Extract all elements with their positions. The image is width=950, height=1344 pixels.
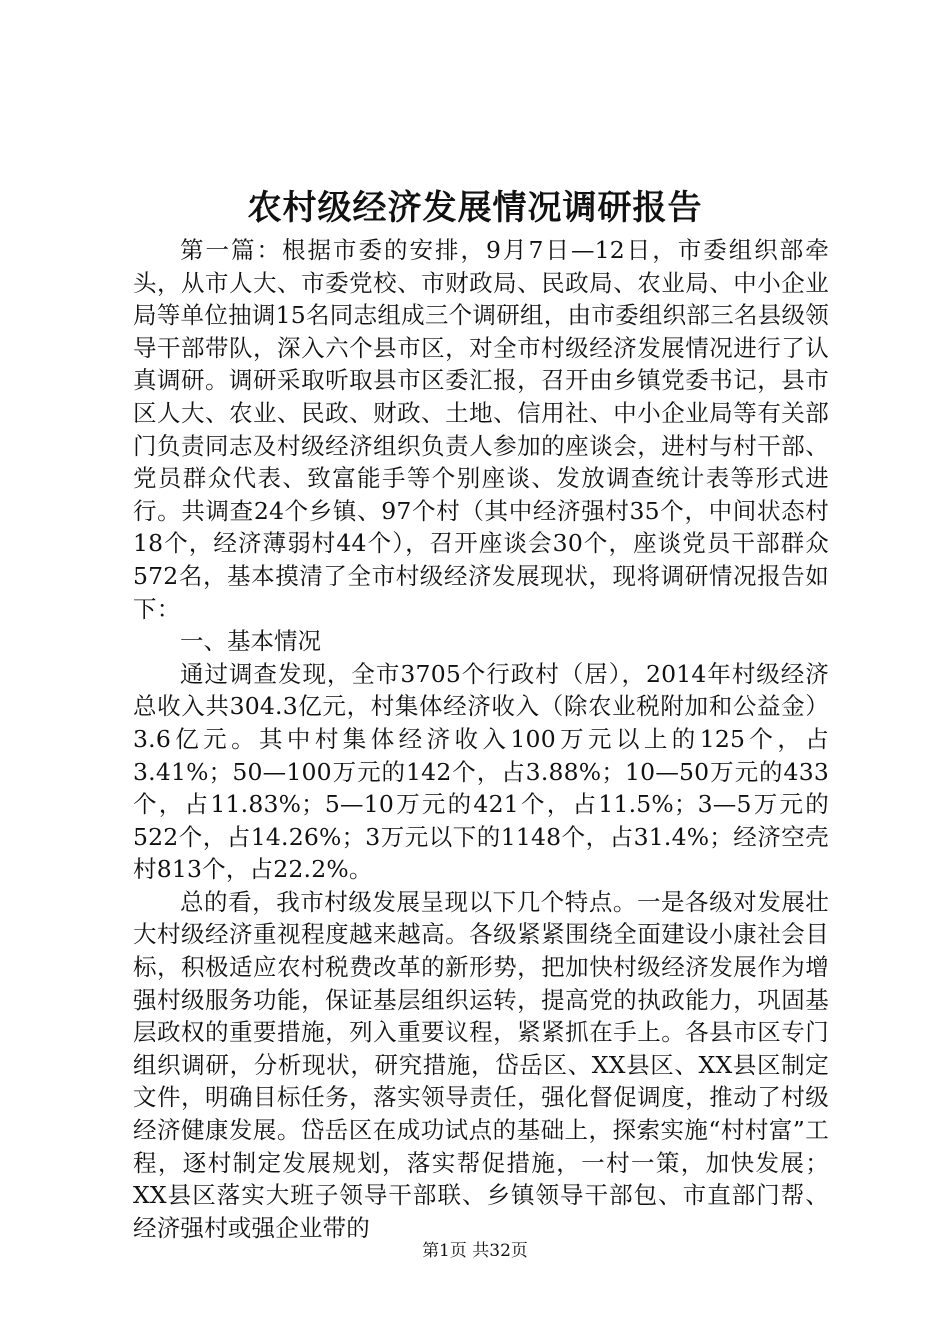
- section-heading-basic-situation: 一、基本情况: [180, 627, 321, 656]
- page-footer: 第1页 共32页: [422, 1241, 528, 1261]
- paragraph-characteristics: 总的看，我市村级发展呈现以下几个特点。一是各级对发展壮大村级经济重视程度越来越高。各级紧紧围绕全面建设小康社会目标，积极适应农村税费改革的新形势，把加快村级经济发展作为增强村级服务功能，保证基层组织运转，提高党的执政能力，巩固基层政权的重要措施，列入重要议程，紧紧抓在手上。各县市区专门组织调研，分析现状，研究措施，岱岳区、XX县区、XX县区制定文件，明确目标任务，落实领导责任，强化督促调度，推动了村级经济健康发展。岱岳区在成功试点的基础上，探索实施“村村富”工程，逐村制定发展规划，落实帮促措施，一村一策，加快发展；XX县区落实大班子领导干部联、乡镇领导干部包、市直部门帮、经济强村或强企业带的: [133, 887, 829, 1242]
- paragraph-intro: 第一篇：根据市委的安排，9月7日—12日，市委组织部牵头，从市人大、市委党校、市财政局、民政局、农业局、中小企业局等单位抽调15名同志组成三个调研组，由市委组织部三名县级领导干部带队，深入六个县市区，对全市村级经济发展情况进行了认真调研。调研采取听取县市区委汇报，召开由乡镇党委书记，县市区人大、农业、民政、财政、土地、信用社、中小企业局等有关部门负责同志及村级经济组织负责人参加的座谈会，进村与村干部、党员群众代表、致富能手等个别座谈、发放调查统计表等形式进行。共调查24个乡镇、97个村（其中经济强村35个，中间状态村18个，经济薄弱村44个），召开座谈会30个，座谈党员干部群众572名，基本摸清了全市村级经济发展现状，现将调研情况报告如下：: [133, 236, 829, 623]
- paragraph-statistics: 通过调查发现，全市3705个行政村（居），2014年村级经济总收入共304.3亿元，村集体经济收入（除农业税附加和公益金）3.6亿元。其中村集体经济收入100万元以上的125个，占3.41%；50—100万元的142个，占3.88%；10—50万元的433个，占11.83%；5—10万元的421个，占11.5%；3—5万元的522个，占14.26%；3万元以下的1148个，占31.4%；经济空壳村813个，占22.2%。: [133, 659, 829, 884]
- document-title: 农村级经济发展情况调研报告: [247, 188, 703, 228]
- document-body: [133, 234, 829, 1244]
